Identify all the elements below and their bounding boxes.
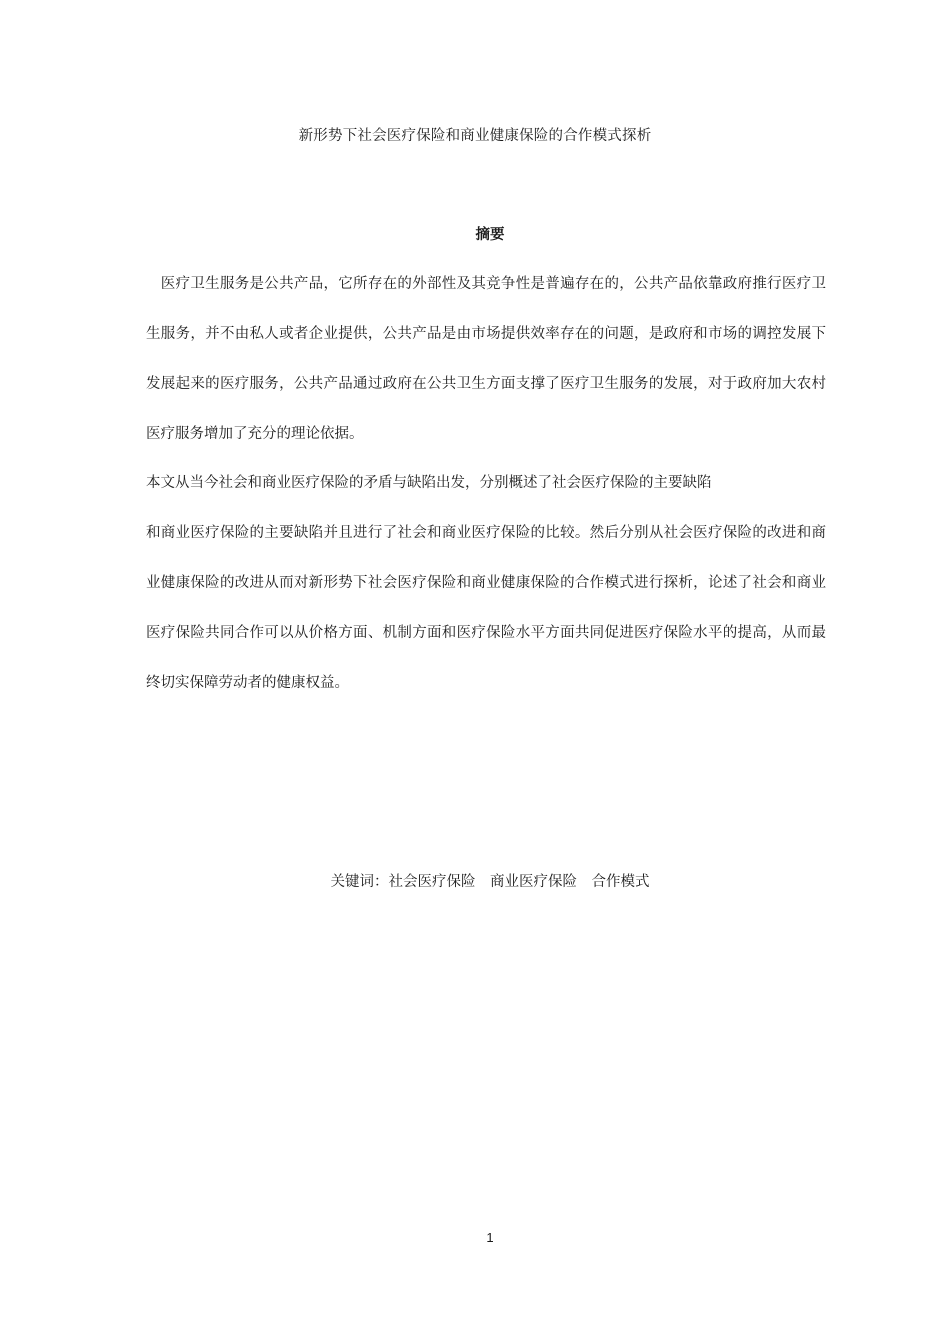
paragraph-line: 医疗保险共同合作可以从价格方面、机制方面和医疗保险水平方面共同促进医疗保险水平的提高，从而最 (146, 625, 826, 641)
paragraph-line: 业健康保险的改进从而对新形势下社会医疗保险和商业健康保险的合作模式进行探析，论述了社会和商业 (146, 575, 826, 591)
document-title: 新形势下社会医疗保险和商业健康保险的合作模式探析 (298, 128, 652, 144)
paragraph-line: 发展起来的医疗服务，公共产品通过政府在公共卫生方面支撑了医疗卫生服务的发展，对于政府加大农村 (146, 376, 826, 392)
paragraph-line: 生服务，并不由私人或者企业提供，公共产品是由市场提供效率存在的问题，是政府和市场的调控发展下 (146, 326, 826, 342)
paragraph-line: 本文从当今社会和商业医疗保险的矛盾与缺陷出发，分别概述了社会医疗保险的主要缺陷 (146, 475, 712, 491)
paragraph-line: 医疗服务增加了充分的理论依据。 (146, 426, 364, 442)
paragraph-line: 和商业医疗保险的主要缺陷并且进行了社会和商业医疗保险的比较。然后分别从社会医疗保险的改进和商 (146, 525, 826, 541)
paragraph-line: 医疗卫生服务是公共产品，它所存在的外部性及其竞争性是普遍存在的，公共产品依靠政府推行医疗卫 (146, 276, 826, 292)
abstract-heading: 摘要 (475, 226, 505, 243)
keywords-line: 关键词：社会医疗保险 商业医疗保险 合作模式 (330, 874, 650, 890)
page-number: 1 (486, 1230, 494, 1245)
paragraph-line: 终切实保障劳动者的健康权益。 (146, 675, 349, 691)
